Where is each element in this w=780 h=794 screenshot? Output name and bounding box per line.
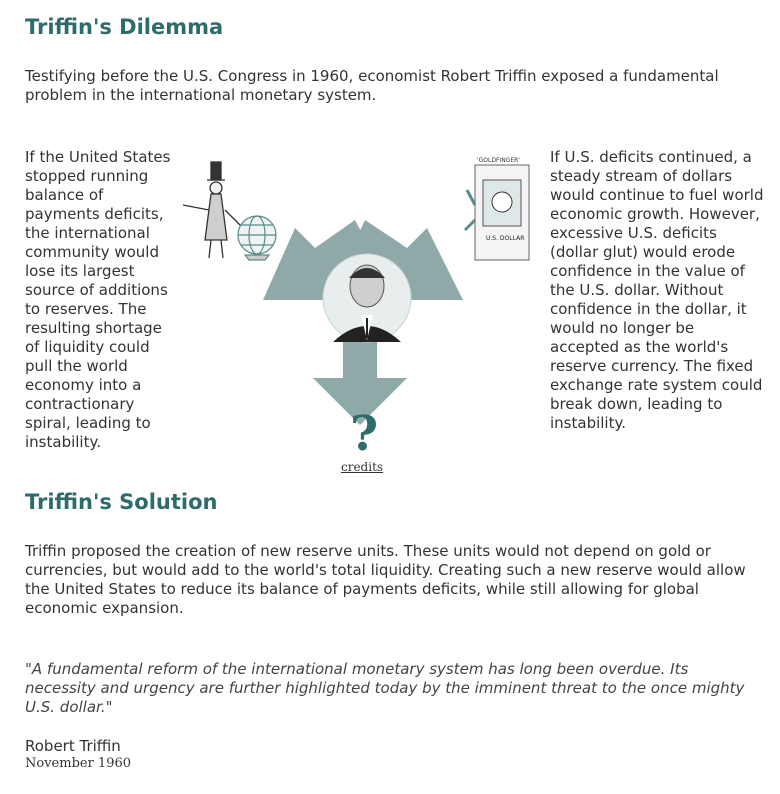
svg-text:'GOLDFINGER': 'GOLDFINGER' — [477, 157, 520, 164]
portrait-robert-triffin — [323, 254, 411, 342]
uncle-sam-figure-icon — [183, 162, 245, 258]
dilemma-illustration — [175, 150, 545, 470]
globe-icon — [238, 216, 276, 260]
dilemma-graphic — [175, 150, 545, 470]
left-column-text: If the United States stopped running balance of payments deficits, the international community would lose its largest source of additions to reserves. The resulting shortage of liquidity could pull the world economy into a contractionary spiral, leading to instability. — [25, 148, 171, 451]
heading-triffins-dilemma: Triffin's Dilemma — [25, 15, 224, 39]
quote-date: November 1960 — [25, 756, 132, 771]
svg-text:U.S. DOLLAR: U.S. DOLLAR — [486, 235, 525, 242]
triffin-quote: "A fundamental reform of the international monetary system has long been overdue. Its necessity and urgency are further highlighted today by the imminent threat to the once mighty U.S. dollar." — [25, 660, 745, 716]
goldfinger-poster-icon — [465, 157, 529, 260]
solution-paragraph: Triffin proposed the creation of new reserve units. These units would not depend on gold or currencies, but would add to the world's total liquidity. Creating such a new reserve would allow the United States to reduce its balance of payments deficits, while still allowing for global economic expansion. — [25, 542, 746, 617]
question-mark-icon: ? — [350, 406, 379, 462]
right-column-text: If U.S. deficits continued, a steady stream of dollars would continue to fuel world economic growth. However, excessive U.S. deficits (dollar glut) would erode confidence in the value of the U.S. dollar. Without confidence in the dollar, it would no longer be accepted as the world's reserve currency. The fixed exchange rate system could break down, leading to instability. — [550, 148, 764, 432]
quote-author: Robert Triffin — [25, 737, 121, 755]
intro-paragraph: Testifying before the U.S. Congress in 1960, economist Robert Triffin exposed a fundamental problem in the international monetary system. — [25, 67, 719, 104]
heading-triffins-solution: Triffin's Solution — [25, 490, 218, 514]
credits-link[interactable]: credits — [341, 460, 384, 474]
